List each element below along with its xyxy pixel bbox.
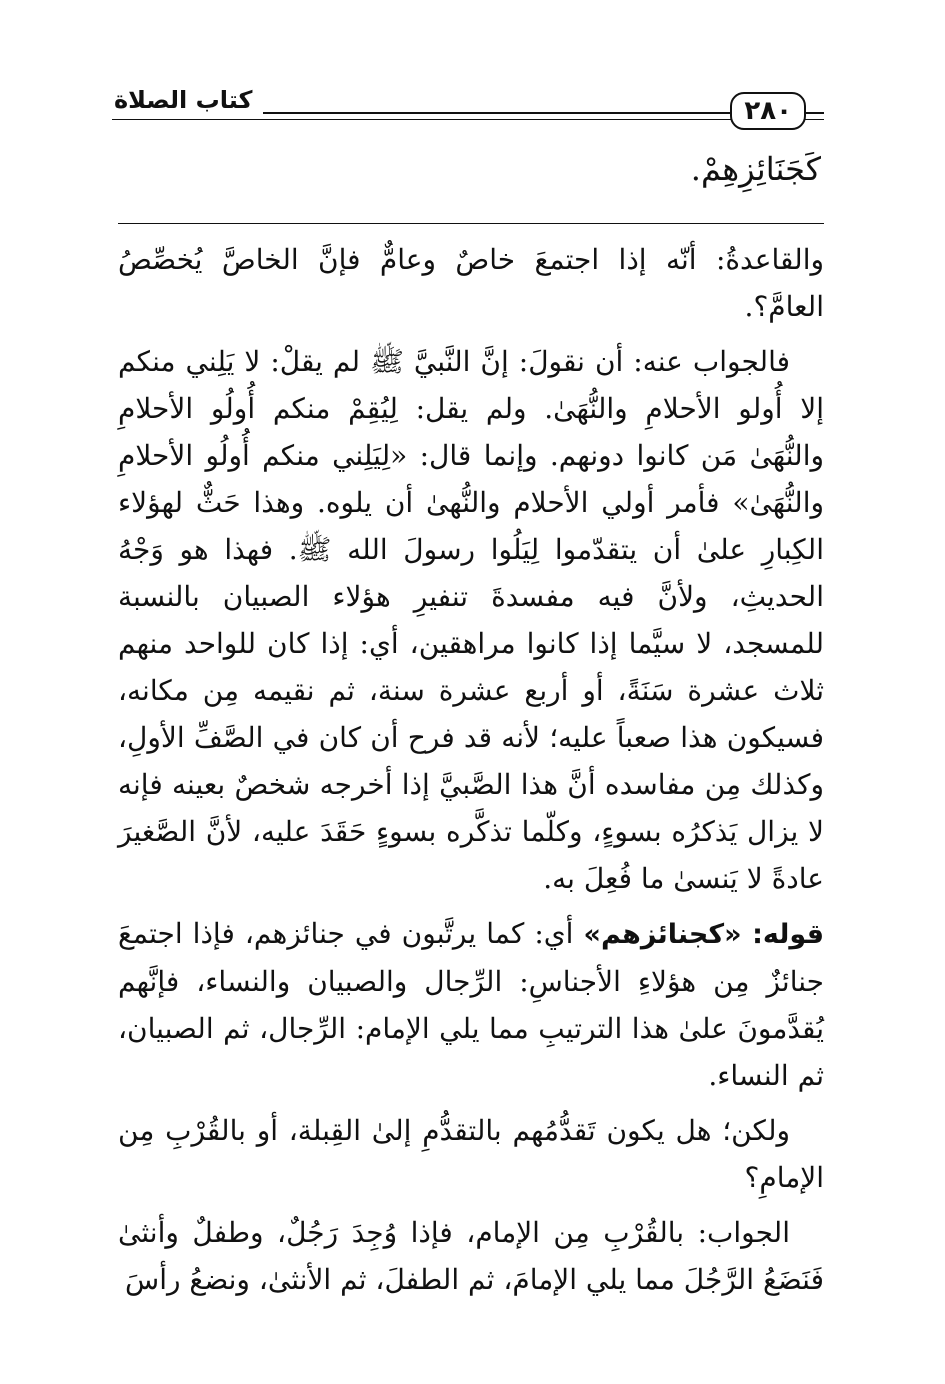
quote-heading: قوله: «كجنائزهم» [583, 919, 824, 950]
paragraph-1: والقاعدةُ: أنّه إذا اجتمعَ خاصٌ وعامٌّ فإنَّ الخاصَّ يُخصِّصُ العامَّ؟. [118, 243, 824, 323]
paragraph-3-text: أي: كما يرتَّبون في جنائزهم، فإذا اجتمعَ جنائزٌ مِن هؤلاءِ الأجناسِ: الرِّجال والصبيان والنساء، فإنَّهم يُقدَّمونَ علىٰ هذا الترتيبِ مما يلي الإمام: الرِّجال، ثم الصبيان، ثم النساء. [118, 917, 824, 1092]
paragraph-2: فالجواب عنه: أن نقولَ: إنَّ النَّبيَّ ﷺ لم يقلْ: لا يَلِني منكم إلا أُولو الأحلامِ والنُّهَىٰ. ولم يقل: لِيُقِمْ منكم أُولُو الأحلامِ والنُّهَىٰ مَن كانوا دونهم. وإنما قال: «لِيَلِني منكم أُولُو الأحلامِ والنُّهَىٰ» فأمر أولي الأحلام والنُّهىٰ أن يلوه. وهذا حَثٌّ لهؤلاء الكِبارِ علىٰ أن يتقدّموا لِيَلُوا رسولَ الله ﷺ. فهذا هو وَجْهُ الحديثِ، ولأنَّ فيه مفسدةَ تنفيرِ هؤلاء الصبيان بالنسبة للمسجد، لا سيَّما إذا كانوا مراهقين، أي: إذا كان للواحد منهم ثلاث عشرة سَنَةً، أو أربع عشرة سنة، ثم نقيمه مِن مكانه، فسيكون هذا صعباً عليه؛ لأنه قد فرح أن كان في الصَّفِّ الأولِ، وكذلك مِن مفاسده أنَّ هذا الصَّبيَّ إذا أخرجه شخصٌ بعينه فإنه لا يزال يَذكرُه بسوءٍ، وكلّما تذكَّره بسوءٍ حَقَدَ عليه، لأنَّ الصَّغيرَ عادةً لا يَنسىٰ ما فُعِلَ به. [118, 345, 824, 895]
body-text [118, 236, 824, 1311]
top-fragment: كَجَنَائِزِهِمْ. [690, 150, 821, 188]
header-rule-bottom [112, 119, 824, 120]
paragraph-4: ولكن؛ هل يكون تَقدُّمُهم بالتقدُّمِ إلىٰ القِبلة، أو بالقُرْبِ مِن الإمامِ؟ [118, 1114, 824, 1194]
paragraph-5: الجواب: بالقُرْبِ مِن الإمام، فإذا وُجِدَ رَجُلٌ، وطفلٌ وأنثىٰ فَنَضَعُ الرَّجُلَ مما يلي الإمامَ، ثم الطفلَ، ثم الأنثىٰ، ونضعُ رأسَ [118, 1216, 824, 1296]
page-number: ٢٨٠ [730, 92, 806, 130]
footnote-divider [118, 223, 824, 224]
book-title: كتاب الصلاة [112, 86, 263, 114]
page-header [112, 86, 824, 146]
paragraph-3 [118, 910, 824, 1099]
